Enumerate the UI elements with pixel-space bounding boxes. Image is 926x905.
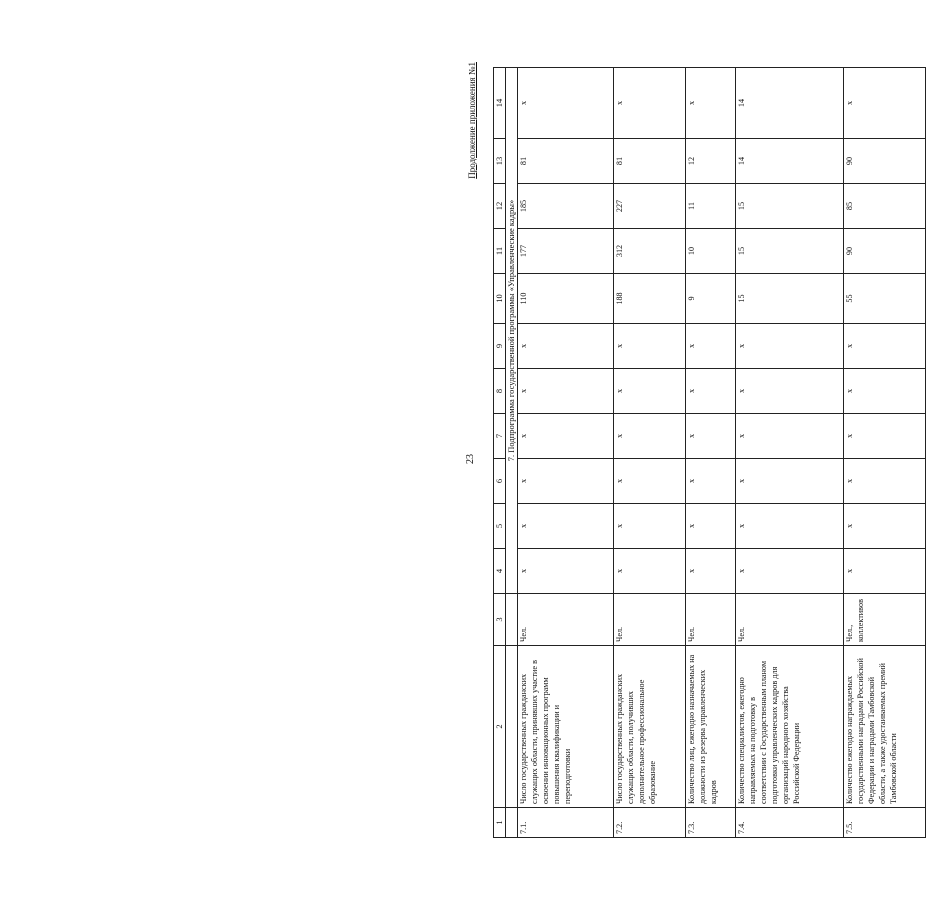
value-cell: 185 — [518, 184, 614, 229]
value-cell: х — [518, 459, 614, 504]
value-cell: х — [686, 414, 736, 459]
indicators-table — [493, 67, 926, 838]
subprogram-title: 7. Подпрограмма государственной программы «Управленческие кадры» — [506, 68, 518, 594]
value-cell: х — [614, 68, 686, 139]
value-cell: 188 — [614, 274, 686, 324]
value-cell: 312 — [614, 229, 686, 274]
value-cell: х — [614, 414, 686, 459]
value-cell: х — [844, 324, 926, 369]
column-header: 8 — [494, 369, 506, 414]
table-row — [686, 68, 736, 838]
value-cell: х — [736, 549, 844, 594]
value-cell: х — [844, 369, 926, 414]
subprogram-empty-cell — [506, 646, 518, 808]
table-row — [844, 68, 926, 838]
value-cell: х — [844, 68, 926, 139]
value-cell: 15 — [736, 184, 844, 229]
table-row — [518, 68, 614, 838]
value-cell: х — [614, 324, 686, 369]
page-number: 23 — [465, 454, 476, 464]
value-cell: х — [614, 459, 686, 504]
column-header: 11 — [494, 229, 506, 274]
value-cell: 14 — [736, 139, 844, 184]
indicator-name: Количество ежегодно награждаемых государственными наградами Российской Федерации и наградами Тамбовской области, а также удостаиваемых премий Тамбовской области — [844, 646, 926, 808]
value-cell: х — [518, 68, 614, 139]
value-cell: х — [686, 68, 736, 139]
column-header: 10 — [494, 274, 506, 324]
value-cell: х — [518, 414, 614, 459]
value-cell: 110 — [518, 274, 614, 324]
table-row — [614, 68, 686, 838]
value-cell: 85 — [844, 184, 926, 229]
column-header: 1 — [494, 808, 506, 838]
column-number-row — [494, 68, 506, 838]
column-header: 7 — [494, 414, 506, 459]
value-cell: х — [518, 324, 614, 369]
value-cell: х — [736, 504, 844, 549]
column-header: 14 — [494, 68, 506, 139]
value-cell: 11 — [686, 184, 736, 229]
value-cell: 227 — [614, 184, 686, 229]
value-cell: 81 — [518, 139, 614, 184]
subprogram-empty-cell — [506, 594, 518, 646]
column-header: 6 — [494, 459, 506, 504]
value-cell: х — [686, 459, 736, 504]
value-cell: х — [518, 504, 614, 549]
value-cell: 55 — [844, 274, 926, 324]
indicator-name: Количество специалистов, ежегодно направляемых на подготовку в соответствии с Государственным планом подготовки управленческих кадров для организаций народного хозяйства Российской Федерации — [736, 646, 844, 808]
table-body — [494, 68, 926, 838]
subprogram-empty-cell — [506, 808, 518, 838]
column-header: 2 — [494, 646, 506, 808]
column-header: 13 — [494, 139, 506, 184]
indicator-name: Число государственных гражданских служащих области, принявших участие в освоении инновационных программ повышения квалификации и переподготовки — [518, 646, 614, 808]
rotated-page — [465, 62, 917, 838]
table-row — [736, 68, 844, 838]
unit-cell: Чел. — [518, 594, 614, 646]
value-cell: 9 — [686, 274, 736, 324]
value-cell: 12 — [686, 139, 736, 184]
column-header: 12 — [494, 184, 506, 229]
value-cell: х — [844, 504, 926, 549]
value-cell: х — [686, 549, 736, 594]
value-cell: х — [614, 504, 686, 549]
value-cell: х — [844, 549, 926, 594]
row-number: 7.1. — [518, 808, 614, 838]
value-cell: х — [686, 369, 736, 414]
row-number: 7.5. — [844, 808, 926, 838]
value-cell: х — [518, 369, 614, 414]
value-cell: х — [844, 414, 926, 459]
value-cell: х — [736, 369, 844, 414]
value-cell: х — [614, 549, 686, 594]
value-cell: 177 — [518, 229, 614, 274]
value-cell: х — [736, 459, 844, 504]
row-number: 7.3. — [686, 808, 736, 838]
value-cell: 15 — [736, 229, 844, 274]
value-cell: 81 — [614, 139, 686, 184]
value-cell: 90 — [844, 229, 926, 274]
value-cell: 15 — [736, 274, 844, 324]
unit-cell: Чел. — [686, 594, 736, 646]
row-number: 7.4. — [736, 808, 844, 838]
indicator-name: Количество лиц, ежегодно назначаемых на должности из резерва управленческих кадров — [686, 646, 736, 808]
value-cell: 90 — [844, 139, 926, 184]
value-cell: х — [686, 324, 736, 369]
subprogram-row — [506, 68, 518, 838]
value-cell: х — [844, 459, 926, 504]
value-cell: х — [736, 414, 844, 459]
row-number: 7.2. — [614, 808, 686, 838]
value-cell: х — [686, 504, 736, 549]
value-cell: х — [614, 369, 686, 414]
column-header: 5 — [494, 504, 506, 549]
value-cell: 14 — [736, 68, 844, 139]
value-cell: х — [736, 324, 844, 369]
unit-cell: Чел. — [736, 594, 844, 646]
unit-cell: Чел., коллективов — [844, 594, 926, 646]
column-header: 9 — [494, 324, 506, 369]
continuation-note: Продолжение приложения №1 — [467, 62, 477, 179]
column-header: 4 — [494, 549, 506, 594]
value-cell: х — [518, 549, 614, 594]
unit-cell: Чел. — [614, 594, 686, 646]
indicator-name: Число государственных гражданских служащих области, получивших дополнительное профессиональное образование — [614, 646, 686, 808]
value-cell: 10 — [686, 229, 736, 274]
column-header: 3 — [494, 594, 506, 646]
